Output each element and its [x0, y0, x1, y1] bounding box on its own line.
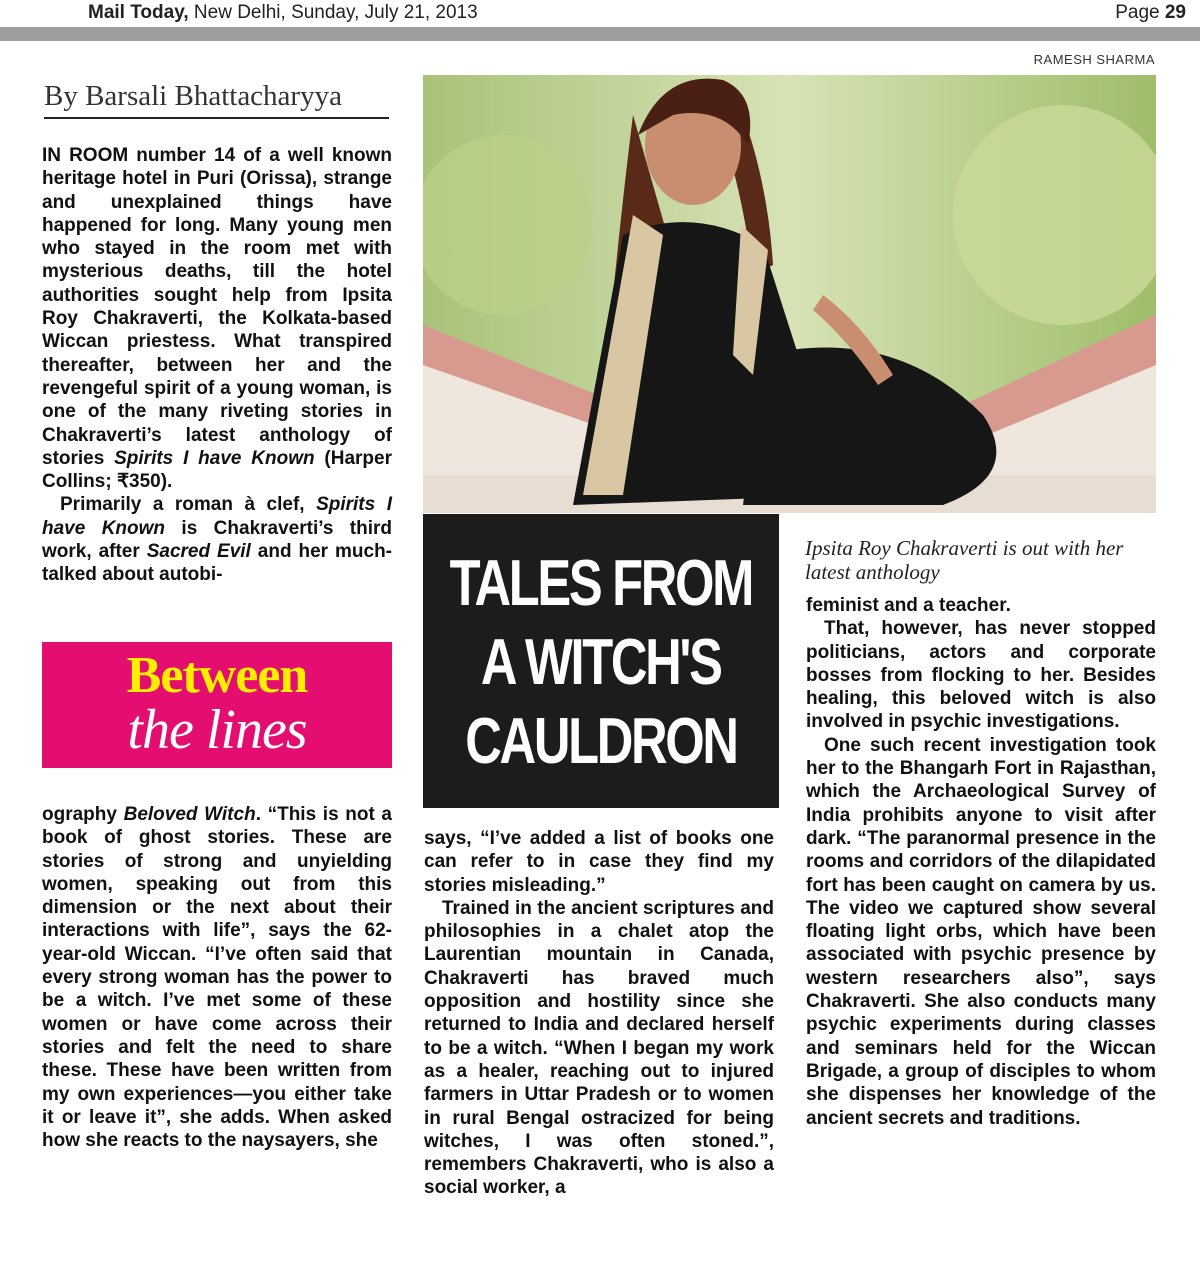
page-number-value: 29	[1164, 2, 1186, 23]
paragraph-4: says, “I’ve added a list of books one can refer to in case they find my stories misleading.”	[424, 828, 774, 896]
paragraph-8: One such recent investigation took her to the Bhangarh Fort in Rajasthan, which the Archaeological Survey of India prohibits anyone to visit after dark. “The paranormal presence in the rooms and corridors of the dilapidated fort has been caught on camera by us. The video we captured show several floating light orbs, which have been associated with psychic presence by western researchers also”, says Chakraverti. She also conducts many psychic experiments during classes and seminars held for the Wiccan Brigade, a group of disciples to whom she dispenses her knowledge of the ancient secrets and traditions.	[806, 734, 1156, 1129]
article-column-1-bottom	[42, 803, 392, 1152]
page-label: Page	[1115, 2, 1165, 23]
pull-quote-line-1: Between	[126, 647, 308, 704]
paragraph-3: ography Beloved Witch. “This is not a book of ghost stories. These are stories of strong and unyielding women, speaking out from this dimension or the next about their interactions with life”, says the 62-year-old Wiccan. “I’ve often said that every strong woman has the power to be a witch. I’ve met some of these women or have come across their stories and felt the need to share these. These have been written from my own experiences—you either take it or leave it”, she adds. When asked how she reacts to the naysayers, she	[42, 804, 392, 1152]
book-title: Spirits I have Known	[42, 494, 392, 539]
headline	[423, 514, 779, 808]
page-number	[1115, 2, 1186, 24]
headline-line-2: A WITCH'S	[481, 624, 721, 698]
headline-line-1: TALES FROM	[449, 545, 753, 619]
paragraph-2: Primarily a roman à clef, Spirits I have Known is Chakraverti’s third work, after Sacred Evil and her much-talked about autobi-	[42, 494, 393, 586]
photo-credit: RAMESH SHARMA	[1033, 52, 1155, 67]
pull-quote-box	[42, 642, 392, 768]
byline-rule	[44, 117, 389, 119]
newspaper-name: Mail Today,	[88, 2, 189, 23]
pull-quote-line-2: the lines	[127, 699, 307, 761]
photo-ipsita-roy-chakraverti	[423, 75, 1156, 513]
header-rule	[0, 27, 1200, 41]
article-column-3	[806, 594, 1156, 1130]
headline-line-3: CAULDRON	[465, 703, 737, 777]
dateline: New Delhi, Sunday, July 21, 2013	[188, 2, 478, 23]
folio-dateline	[88, 2, 478, 24]
portrait-illustration	[423, 75, 1156, 513]
book-title: Spirits I have Known	[114, 447, 315, 469]
book-title: Sacred Evil	[146, 541, 251, 563]
article-column-1-top	[42, 144, 392, 587]
book-title: Beloved Witch	[123, 804, 256, 825]
article-column-2	[424, 827, 774, 1200]
byline: By Barsali Bhattacharyya	[44, 80, 342, 112]
paragraph-1: IN ROOM number 14 of a well known heritage hotel in Puri (Orissa), strange and unexplained things have happened for long. Many young men who stayed in the room met with mysterious deaths, till the hotel authorities sought help from Ipsita Roy Chakraverti, the Kolkata-based Wiccan priestess. What transpired thereafter, between her and the revengeful spirit of a young woman, is one of the many riveting stories in Chakraverti’s latest anthology of stories Spirits I have Known (Harper Collins; ₹350).	[42, 145, 392, 493]
paragraph-5: Trained in the ancient scriptures and philosophies in a chalet atop the Laurentian mountain in Canada, Chakraverti has braved much opposition and hostility since she returned to India and declared herself to be a witch. “When I began my work as a healer, reaching out to injured farmers in Uttar Pradesh or to women in rural Bengal ostracized for being witches, I was often stoned.”, remembers Chakraverti, who is also a social worker, a	[424, 897, 774, 1199]
photo-caption: Ipsita Roy Chakraverti is out with her latest anthology	[805, 536, 1124, 584]
paragraph-6: feminist and a teacher.	[806, 595, 1011, 616]
paragraph-7: That, however, has never stopped politicians, actors and corporate bosses from flocking to her. Besides healing, this beloved witch is also involved in psychic investigations.	[806, 618, 1156, 733]
